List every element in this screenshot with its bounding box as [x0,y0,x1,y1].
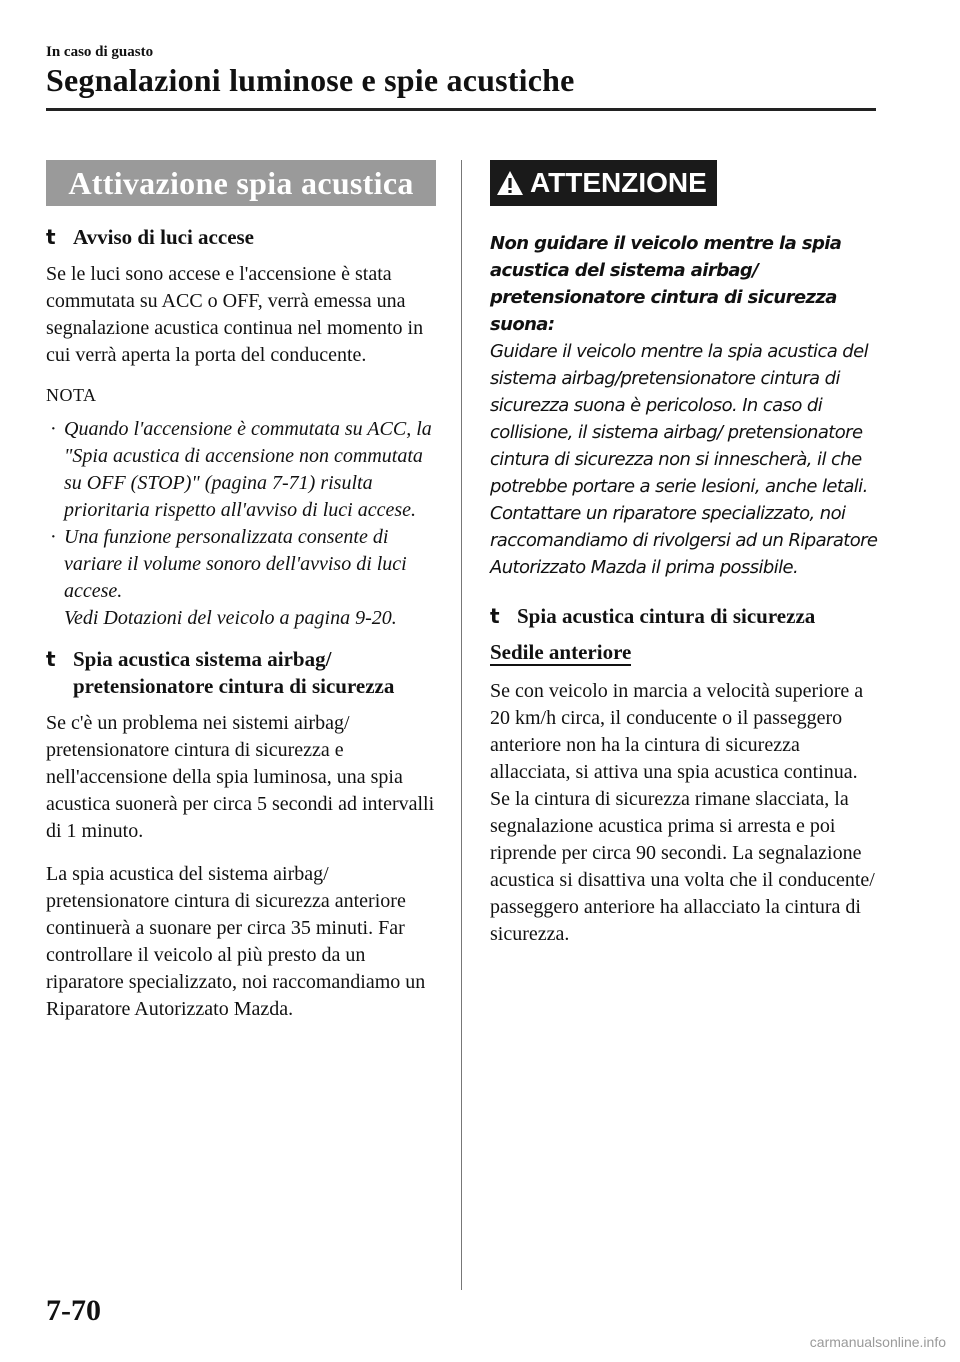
section-banner: Attivazione spia acustica [46,160,436,206]
warning-bold-text: Non guidare il veicolo mentre la spia acustica del sistema airbag/ pretensionatore cintura di sicurezza suona: [490,233,842,335]
note-list [46,416,436,632]
section-marker-icon: t [490,604,500,628]
warning-badge [490,160,717,206]
warning-triangle-icon [496,170,524,196]
watermark: carmanualsonline.info [809,1334,946,1350]
section-marker-icon: t [46,225,56,249]
warning-body [490,230,880,581]
airbag-heading [46,646,436,700]
seatbelt-heading-text: Spia acustica cintura di sicurezza [517,604,816,628]
airbag-paragraph-2: La spia acustica del sistema airbag/ pretensionatore cintura di sicurezza anteriore continuerà a suonare per circa 35 minuti. Far controllare il veicolo al più presto da un riparatore specializzato, noi raccomandiamo un Riparatore Autorizzato Mazda. [46,863,426,1020]
note-text: Una funzione personalizzata consente di variare il volume sonoro dell'avviso di luci accese. [64,526,407,602]
warning-text: Guidare il veicolo mentre la spia acustica del sistema airbag/pretensionatore cintura di sicurezza suona è pericoloso. In caso di collisione, il sistema airbag/ pretensionatore cintura di sicurezza non si innescherà, il che potrebbe portare a serie lesioni, anche letali. Contattare un riparatore specializzato, noi raccomandiamo di rivolgersi ad un Riparatore Autorizzato Mazda il prima possibile. [490,341,878,578]
breadcrumb: In caso di guasto [46,44,154,60]
front-seat-heading: Sedile anteriore [490,640,632,664]
lights-paragraph: Se le luci sono accese e l'accensione è stata commutata su ACC o OFF, verrà emessa una segnalazione acustica continua nel momento in cui verrà aperta la porta del conducente. [46,263,424,366]
note-item [46,524,436,632]
note-item [46,416,436,524]
warning-label: ATTENZIONE [530,167,707,198]
right-column [490,160,880,964]
lights-heading [46,224,436,251]
lights-heading-text: Avviso di luci accese [73,225,255,249]
left-column [46,160,436,1039]
note-reference: Vedi Dotazioni del veicolo a pagina 9-20. [64,607,397,629]
bullet-icon: · [50,418,57,440]
page-title: Segnalazioni luminose e spie acustiche [46,62,575,98]
note-text: Quando l'accensione è commutata su ACC, la "Spia acustica di accensione non commutata su OFF (STOP)" (pagina 7-71) risulta prioritaria rispetto all'avviso di luci accese. [64,418,432,521]
nota-label: NOTA [46,385,97,405]
bullet-icon: · [50,526,57,548]
column-divider [461,160,462,1290]
section-marker-icon: t [46,647,56,671]
seatbelt-heading [490,603,880,630]
airbag-paragraph-1: Se c'è un problema nei sistemi airbag/ pretensionatore cintura di sicurezza e nell'accensione della spia luminosa, una spia acustica suonerà per circa 5 secondi ad intervalli di 1 minuto. [46,712,435,842]
seatbelt-paragraph: Se con veicolo in marcia a velocità superiore a 20 km/h circa, il conducente o il passeggero anteriore non ha la cintura di sicurezza allacciata, si attiva una spia acustica continua. Se la cintura di sicurezza rimane slacciata, la segnalazione acustica prima si arresta e poi riprende per circa 90 secondi. La segnalazione acustica si disattiva una volta che il conducente/ passeggero anteriore ha allacciato la cintura di sicurezza. [490,680,875,945]
page-number: 7-70 [46,1294,101,1327]
airbag-heading-text: Spia acustica sistema airbag/ pretensionatore cintura di sicurezza [73,647,395,698]
header-rule [46,108,876,111]
